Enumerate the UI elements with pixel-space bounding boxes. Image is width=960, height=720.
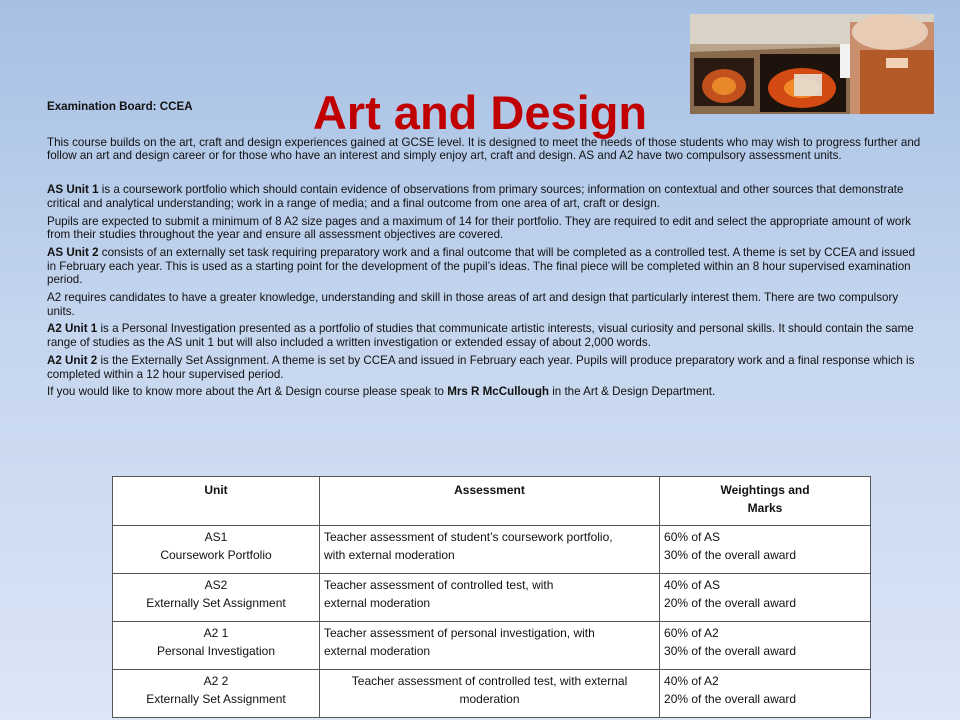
exam-board: Examination Board: CCEA [47,100,193,113]
art-class-photo [690,14,934,114]
header-weightings-line1: Weightings and [720,483,810,497]
assessment-cell [320,670,660,718]
header-weightings-line2: Marks [747,501,783,515]
assessment-line2: external moderation [324,644,431,658]
as-unit2-text: consists of an externally set task requiring preparatory work and a final outcome that will be completed as a controlled test. A theme is set by CCEA and issued in February each year. This is used as a starting point for the development of the pupil’s ideas. The final piece will be completed within an 8 hour supervised examination period. [47,245,916,287]
weighting-line1: 40% of AS [664,578,721,592]
weighting-line2: 20% of the overall award [664,692,797,706]
art-class-photo-illustration [690,14,934,114]
as-unit1-text: is a coursework portfolio which should contain evidence of observations from primary sources; information on contextual and other sources that demonstrate critical and analytical understanding; work in a range of media; and a final outcome from one area of art, craft or design. [47,183,904,210]
header-assessment: Assessment [320,477,660,526]
contact-after: in the Art & Design Department. [548,385,716,399]
assessment-cell [320,574,660,622]
page-title: Art and Design [312,86,648,140]
a2-unit1-text: is a Personal Investigation presented as a portfolio of studies that communicate artistic interests, visual curiosity and personal skills. It should contain the same range of studies as the AS unit 1 but will also included a written investigation or extended essay of about 2,000 words. [47,322,914,350]
table-header-row [113,477,871,526]
unit-name: Externally Set Assignment [146,596,286,610]
table-row [113,574,871,622]
unit-name: Coursework Portfolio [160,548,272,562]
unit-name: Personal Investigation [156,644,276,658]
course-description [47,100,927,399]
weighting-line1: 40% of A2 [664,674,719,688]
as-unit2-label: AS Unit 2 [47,245,99,259]
unit-code: A2 2 [203,674,229,688]
header-weightings [660,477,871,526]
a2-unit1-label: A2 Unit 1 [47,322,98,336]
unit-cell [113,622,320,670]
intro-paragraph: This course builds on the art, craft and design experiences gained at GCSE level. It is designed to meet the needs of those students who may wish to progress further and follow an art and design career or for those who have an interest and simply enjoy art, craft and design. AS and A2 have two compulsory assessment units. [47,135,921,163]
weighting-line1: 60% of AS [664,530,721,544]
unit-code: AS1 [204,530,228,544]
a2-paragraph: A2 requires candidates to have a greater knowledge, understanding and skill in those areas of art and design that particularly interest them. There are two compulsory units. [47,291,899,318]
header-unit: Unit [113,477,320,526]
weighting-line2: 30% of the overall award [664,644,797,658]
weighting-line2: 20% of the overall award [664,596,797,610]
unit-name: Externally Set Assignment [146,692,286,706]
assessment-line2: with external moderation [324,548,455,562]
pupils-paragraph: Pupils are expected to submit a minimum of 8 A2 size pages and a maximum of 14 for their portfolio. They are required to edit and select the appropriate amount of work from their studies throughout the year and ensure all assessment objectives are covered. [47,214,911,242]
a2-unit2-label: A2 Unit 2 [47,353,98,367]
unit-cell [113,574,320,622]
assessment-line1: Teacher assessment of personal investigation, with [324,626,595,640]
unit-code: A2 1 [203,626,229,640]
assessment-line1: Teacher assessment of student’s coursework portfolio, [324,530,613,544]
assessment-cell [320,622,660,670]
contact-name: Mrs R McCullough [447,385,549,399]
table-row [113,526,871,574]
weighting-cell [660,670,871,718]
contact-paragraph [47,385,927,399]
contact-before: If you would like to know more about the Art & Design course please speak to [47,385,448,399]
weighting-cell [660,526,871,574]
weighting-cell [660,574,871,622]
table-row [113,670,871,718]
table-row [113,622,871,670]
a2-unit1-paragraph [47,322,927,349]
unit-cell [113,526,320,574]
assessment-line2: moderation [459,692,520,706]
weighting-line1: 60% of A2 [664,626,719,640]
weighting-cell [660,622,871,670]
units-table [112,476,871,718]
assessment-line1: Teacher assessment of controlled test, with [324,578,554,592]
unit-code: AS2 [204,578,228,592]
assessment-line2: external moderation [324,596,431,610]
a2-unit2-paragraph [47,354,927,381]
assessment-line1: Teacher assessment of controlled test, with external [351,674,628,688]
as-unit1-paragraph [47,183,927,210]
unit-cell [113,670,320,718]
assessment-cell [320,526,660,574]
as-unit1-label: AS Unit 1 [47,183,99,197]
weighting-line2: 30% of the overall award [664,548,797,562]
as-unit2-paragraph [47,246,927,287]
a2-unit2-text: is the Externally Set Assignment. A theme is set by CCEA and issued in February each year. Pupils will produce preparatory work and a final response which is completed within a 12 hour supervised period. [47,353,915,381]
